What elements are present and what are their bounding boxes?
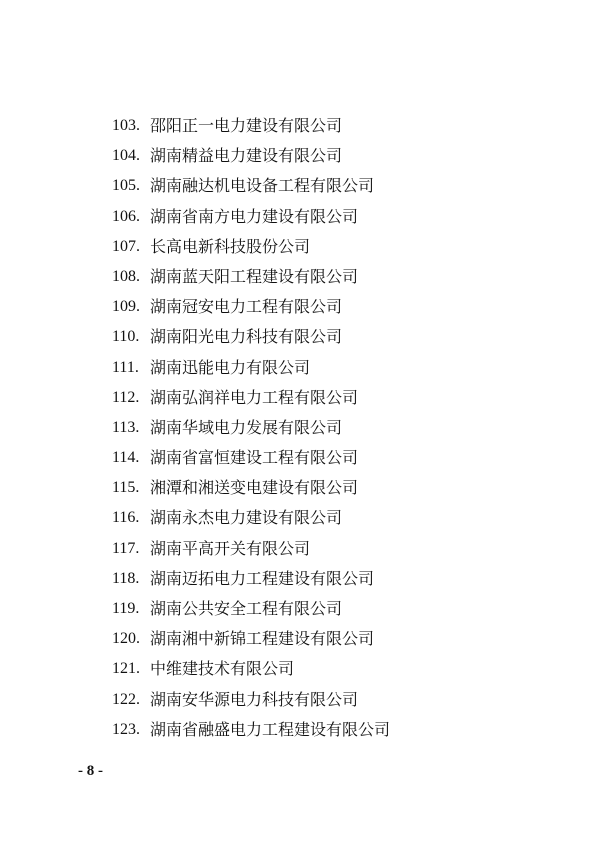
list-item bbox=[112, 383, 572, 413]
item-number: 109. bbox=[112, 298, 140, 316]
company-name: 湖南公共安全工程有限公司 bbox=[150, 599, 343, 618]
item-number: 115. bbox=[112, 479, 140, 497]
company-name: 湖南永杰电力建设有限公司 bbox=[150, 508, 343, 528]
item-number: 114. bbox=[112, 449, 140, 467]
company-name: 湘潭和湘送变电建设有限公司 bbox=[150, 478, 359, 498]
item-number: 107. bbox=[112, 237, 140, 255]
company-name: 湖南迅能电力有限公司 bbox=[150, 357, 311, 377]
list-item bbox=[112, 322, 572, 352]
item-number: 117. bbox=[112, 539, 140, 557]
company-name: 湖南湘中新锦工程建设有限公司 bbox=[150, 629, 375, 649]
company-name: 湖南安华源电力科技有限公司 bbox=[150, 689, 359, 709]
company-name: 湖南迈拓电力工程建设有限公司 bbox=[150, 568, 375, 588]
item-number: 121. bbox=[112, 660, 140, 678]
item-number: 123. bbox=[112, 720, 140, 738]
list-item bbox=[112, 685, 572, 715]
list-item bbox=[112, 413, 572, 443]
list-item bbox=[112, 141, 572, 171]
company-name: 湖南冠安电力工程有限公司 bbox=[150, 297, 343, 317]
company-name: 湖南华域电力发展有限公司 bbox=[150, 417, 343, 437]
list-item bbox=[112, 111, 572, 141]
company-name: 湖南融达机电设备工程有限公司 bbox=[150, 176, 375, 196]
company-name: 邵阳正一电力建设有限公司 bbox=[150, 116, 343, 135]
company-name: 湖南省融盛电力工程建设有限公司 bbox=[150, 719, 391, 739]
company-name: 湖南省富恒建设工程有限公司 bbox=[150, 448, 359, 468]
item-number: 118. bbox=[112, 569, 140, 587]
item-number: 112. bbox=[112, 388, 140, 406]
item-number: 120. bbox=[112, 630, 140, 648]
company-name: 湖南蓝天阳工程建设有限公司 bbox=[150, 266, 359, 286]
list-item bbox=[112, 715, 572, 745]
item-number: 113. bbox=[112, 418, 140, 436]
list-item bbox=[112, 594, 572, 624]
page-number: - 8 - bbox=[78, 763, 103, 779]
company-name: 湖南弘润祥电力工程有限公司 bbox=[150, 387, 359, 407]
company-name: 湖南阳光电力科技有限公司 bbox=[150, 327, 343, 347]
item-number: 103. bbox=[112, 117, 140, 134]
list-item bbox=[112, 202, 572, 232]
list-item bbox=[112, 262, 572, 292]
company-name: 长高电新科技股份公司 bbox=[150, 236, 311, 256]
company-list bbox=[112, 111, 572, 745]
list-item bbox=[112, 534, 572, 564]
item-number: 116. bbox=[112, 509, 140, 527]
company-name: 湖南精益电力建设有限公司 bbox=[150, 146, 343, 166]
list-item bbox=[112, 292, 572, 322]
item-number: 110. bbox=[112, 328, 140, 346]
list-item bbox=[112, 353, 572, 383]
item-number: 111. bbox=[112, 358, 139, 376]
company-name: 中维建技术有限公司 bbox=[150, 659, 295, 679]
company-name: 湖南省南方电力建设有限公司 bbox=[150, 206, 359, 226]
list-item bbox=[112, 171, 572, 201]
list-item bbox=[112, 624, 572, 654]
item-number: 108. bbox=[112, 267, 140, 285]
item-number: 122. bbox=[112, 690, 140, 708]
list-item bbox=[112, 473, 572, 503]
list-item bbox=[112, 503, 572, 533]
list-item bbox=[112, 564, 572, 594]
item-number: 119. bbox=[112, 600, 140, 617]
list-item bbox=[112, 443, 572, 473]
list-item bbox=[112, 232, 572, 262]
item-number: 104. bbox=[112, 147, 140, 165]
item-number: 105. bbox=[112, 177, 140, 195]
item-number: 106. bbox=[112, 207, 140, 225]
list-item bbox=[112, 654, 572, 684]
company-name: 湖南平高开关有限公司 bbox=[150, 538, 311, 558]
